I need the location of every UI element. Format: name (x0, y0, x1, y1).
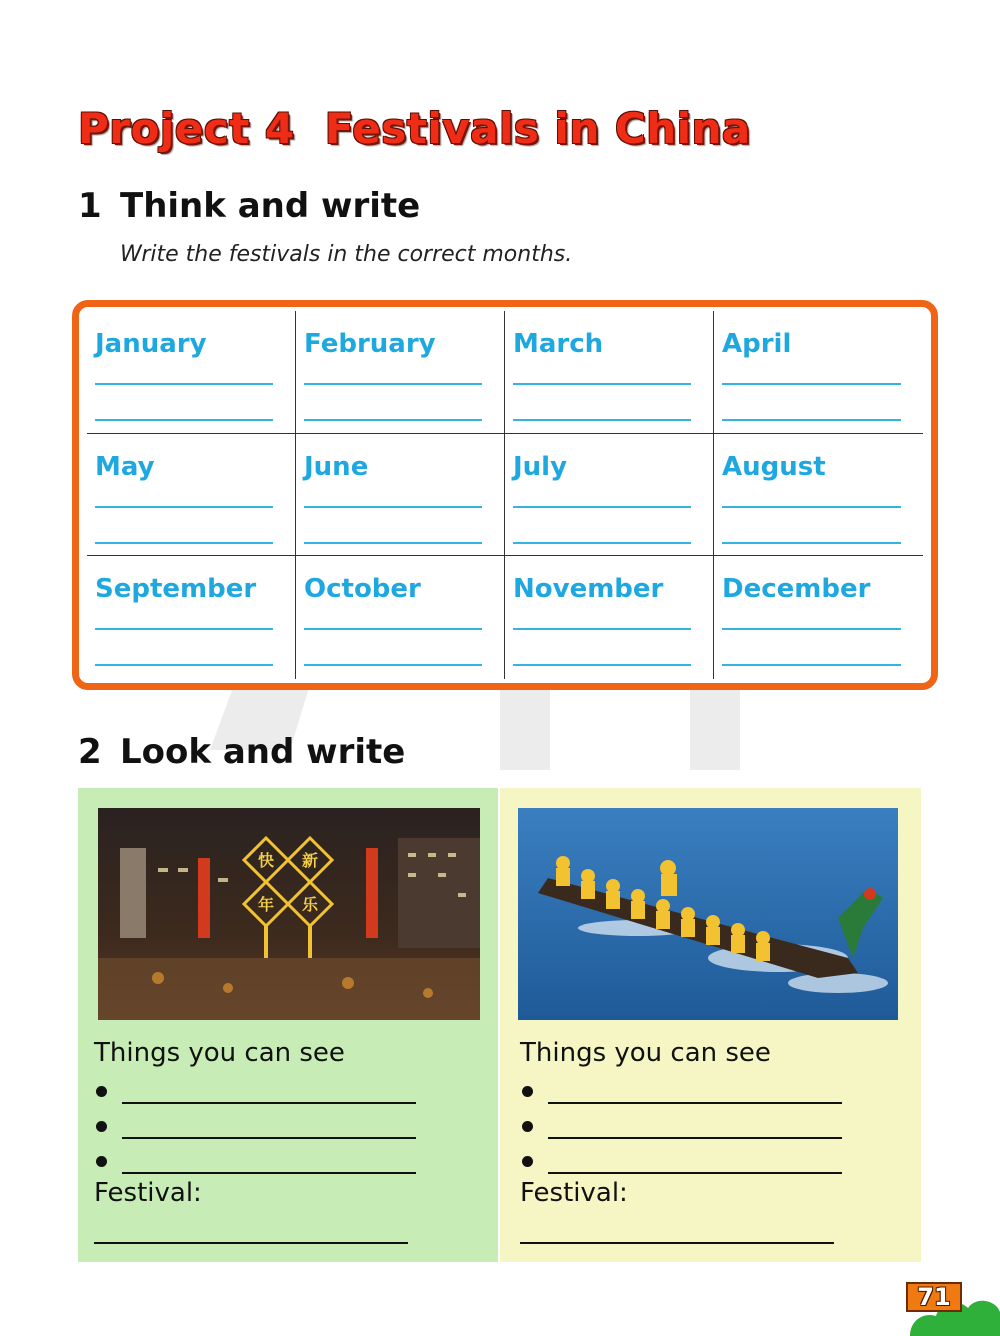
dragon-boat-photo (518, 808, 898, 1020)
month-answer-line[interactable] (722, 419, 901, 421)
look-and-write-panel-right (500, 788, 921, 1262)
page-number: 71 (906, 1282, 962, 1312)
month-cell (714, 434, 923, 557)
things-you-can-see-label: Things you can see (520, 1038, 771, 1068)
write-line (122, 1102, 416, 1104)
month-name: October (304, 574, 421, 605)
lantern-character: 乐 (301, 895, 319, 914)
month-answer-line[interactable] (304, 628, 482, 630)
page-title: Project 4 Festivals in China (78, 104, 751, 153)
write-line (548, 1137, 842, 1139)
month-cell (505, 556, 714, 679)
answer-line[interactable] (96, 1078, 416, 1108)
answer-line[interactable] (96, 1148, 416, 1178)
answer-line[interactable] (522, 1078, 842, 1108)
month-answer-line[interactable] (513, 383, 691, 385)
month-name: December (722, 574, 871, 605)
section-number: 1 (78, 186, 102, 226)
write-line (548, 1172, 842, 1174)
section-number: 2 (78, 732, 102, 772)
write-line (548, 1102, 842, 1104)
festival-label: Festival: (520, 1178, 628, 1208)
month-cell (296, 434, 505, 557)
month-cell (505, 311, 714, 434)
month-answer-line[interactable] (95, 419, 273, 421)
month-answer-line[interactable] (95, 628, 273, 630)
month-cell (714, 556, 923, 679)
month-name: April (722, 329, 792, 359)
month-answer-line[interactable] (513, 628, 691, 630)
instruction-text: Write the festivals in the correct months. (120, 242, 573, 267)
month-answer-line[interactable] (95, 506, 273, 508)
month-answer-line[interactable] (95, 542, 273, 544)
section-title: Look and write (120, 732, 406, 772)
bullet-icon (522, 1121, 533, 1132)
lantern-character: 年 (257, 895, 275, 914)
section-heading-think-and-write (78, 186, 420, 226)
month-answer-line[interactable] (513, 506, 691, 508)
section-heading-look-and-write (78, 732, 405, 772)
bullet-icon (522, 1156, 533, 1167)
month-answer-line[interactable] (722, 506, 901, 508)
month-cell (87, 311, 296, 434)
month-name: May (95, 451, 155, 482)
month-name: February (304, 329, 436, 359)
bullet-icon (96, 1086, 107, 1097)
month-name: July (513, 451, 568, 482)
festival-answer-line[interactable] (520, 1242, 834, 1244)
month-answer-line[interactable] (304, 506, 482, 508)
write-line (122, 1137, 416, 1139)
month-name: August (722, 451, 826, 482)
look-and-write-panel-left (78, 788, 498, 1262)
bullet-icon (96, 1156, 107, 1167)
month-cell (87, 434, 296, 557)
things-you-can-see-label: Things you can see (94, 1038, 345, 1068)
month-answer-line[interactable] (304, 664, 482, 666)
month-answer-line[interactable] (95, 383, 273, 385)
month-name: January (95, 329, 207, 359)
bullet-icon (96, 1121, 107, 1132)
answer-line[interactable] (96, 1113, 416, 1143)
lantern-character: 快 (257, 851, 275, 870)
month-answer-line[interactable] (722, 542, 901, 544)
month-cell (505, 434, 714, 557)
month-table (72, 300, 938, 690)
month-answer-line[interactable] (513, 419, 691, 421)
answer-line[interactable] (522, 1113, 842, 1143)
answer-line[interactable] (522, 1148, 842, 1178)
month-answer-line[interactable] (95, 664, 273, 666)
section-title: Think and write (120, 186, 421, 226)
month-cell (296, 556, 505, 679)
month-name: November (513, 574, 664, 605)
month-name: June (304, 451, 369, 482)
month-answer-line[interactable] (513, 542, 691, 544)
month-answer-line[interactable] (722, 664, 901, 666)
lantern-character: 新 (301, 851, 319, 870)
festival-answer-line[interactable] (94, 1242, 408, 1244)
month-answer-line[interactable] (304, 542, 482, 544)
month-cell (296, 311, 505, 434)
month-name: March (513, 329, 604, 359)
write-line (122, 1172, 416, 1174)
month-answer-line[interactable] (722, 383, 901, 385)
month-name: September (95, 574, 257, 605)
month-answer-line[interactable] (513, 664, 691, 666)
festival-label: Festival: (94, 1178, 202, 1208)
month-answer-line[interactable] (722, 628, 901, 630)
month-answer-line[interactable] (304, 383, 482, 385)
spring-festival-photo (98, 808, 480, 1020)
month-grid (87, 311, 923, 679)
month-answer-line[interactable] (304, 419, 482, 421)
month-cell (87, 556, 296, 679)
month-cell (714, 311, 923, 434)
bullet-icon (522, 1086, 533, 1097)
